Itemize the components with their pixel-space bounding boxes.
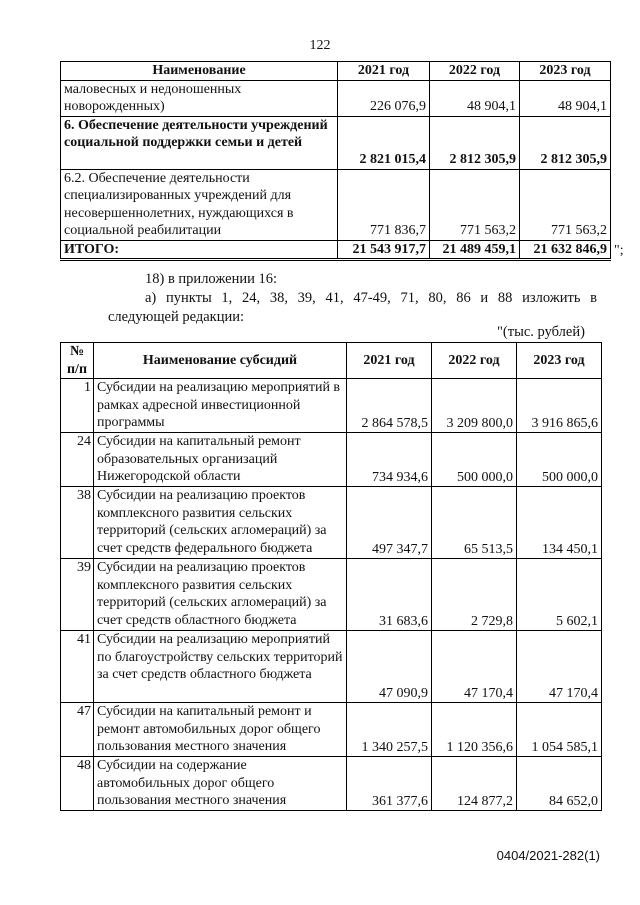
total-2022: 21 489 459,1 — [430, 240, 520, 260]
row-value-2021: 497 347,7 — [347, 487, 432, 559]
header-number: № п/п — [61, 343, 94, 379]
item-18-text: 18) в приложении 16: — [145, 271, 278, 287]
row-value-2022: 2 812 305,9 — [430, 116, 520, 169]
row-value-2021: 2 821 015,4 — [338, 116, 430, 169]
row-value-2021: 31 683,6 — [347, 559, 432, 631]
row-name: Субсидии на реализацию мероприятий в рамках адресной инвестиционной программы — [94, 379, 347, 433]
row-value-2022: 3 209 800,0 — [432, 379, 517, 433]
table-row — [61, 80, 611, 116]
header-2022: 2022 год — [432, 343, 517, 379]
header-2023: 2023 год — [517, 343, 602, 379]
row-value-2023: 2 812 305,9 — [520, 116, 611, 169]
row-name: Субсидии на содержание автомобильных дорог общего пользования местного значения — [94, 757, 347, 811]
header-subsidy-name: Наименование субсидий — [94, 343, 347, 379]
row-value-2021: 2 864 578,5 — [347, 379, 432, 433]
table-row — [61, 116, 611, 169]
header-2023: 2023 год — [520, 62, 611, 81]
table-row — [61, 631, 602, 703]
row-value-2021: 771 836,7 — [338, 169, 430, 240]
row-value-2023: 47 170,4 — [517, 631, 602, 703]
table-header-row — [61, 62, 611, 81]
row-value-2022: 500 000,0 — [432, 433, 517, 487]
header-2022: 2022 год — [430, 62, 520, 81]
row-value-2021: 226 076,9 — [338, 80, 430, 116]
row-value-2022: 47 170,4 — [432, 631, 517, 703]
row-value-2022: 771 563,2 — [430, 169, 520, 240]
row-name: Субсидии на реализацию проектов комплексного развития сельских территорий (сельских агломераций) за счет средств федерального бюджета — [94, 487, 347, 559]
row-name: Субсидии на реализацию проектов комплексного развития сельских территорий (сельских агломераций) за счет средств областного бюджета — [94, 559, 347, 631]
row-name: Субсидии на капитальный ремонт образовательных организаций Нижегородской области — [94, 433, 347, 487]
row-value-2022: 2 729,8 — [432, 559, 517, 631]
row-number: 48 — [61, 757, 94, 811]
subitem-a-text-continued: следующей редакции: — [108, 309, 245, 325]
table-row — [61, 703, 602, 757]
row-number: 24 — [61, 433, 94, 487]
row-value-2021: 1 340 257,5 — [347, 703, 432, 757]
closing-quote-mark: "; — [614, 243, 624, 258]
row-value-2021: 361 377,6 — [347, 757, 432, 811]
row-value-2023: 500 000,0 — [517, 433, 602, 487]
row-value-2023: 84 652,0 — [517, 757, 602, 811]
subitem-a-text: а) пункты 1, 24, 38, 39, 41, 47-49, 71, 80, 86 и 88 изложить в — [145, 290, 597, 306]
subsidies-table — [60, 342, 602, 811]
document-code: 0404/2021-282(1) — [496, 848, 600, 863]
table-row — [61, 559, 602, 631]
row-name: 6. Обеспечение деятельности учреждений социальной поддержки семьи и детей — [61, 116, 338, 169]
row-value-2023: 48 904,1 — [520, 80, 611, 116]
row-value-2023: 134 450,1 — [517, 487, 602, 559]
row-name: Субсидии на капитальный ремонт и ремонт автомобильных дорог общего пользования местного значения — [94, 703, 347, 757]
row-number: 39 — [61, 559, 94, 631]
row-number: 47 — [61, 703, 94, 757]
header-2021: 2021 год — [338, 62, 430, 81]
row-value-2021: 734 934,6 — [347, 433, 432, 487]
total-2021: 21 543 917,7 — [338, 240, 430, 260]
table-header-row — [61, 343, 602, 379]
header-name: Наименование — [61, 62, 338, 81]
table-row — [61, 379, 602, 433]
row-name: Субсидии на реализацию мероприятий по благоустройству сельских территорий за счет средств областного бюджета — [94, 631, 347, 703]
row-number: 41 — [61, 631, 94, 703]
table-row — [61, 757, 602, 811]
page-number: 122 — [309, 38, 331, 53]
row-value-2021: 47 090,9 — [347, 631, 432, 703]
table-row — [61, 487, 602, 559]
row-value-2022: 1 120 356,6 — [432, 703, 517, 757]
table-row — [61, 169, 611, 240]
units-label: "(тыс. рублей) — [497, 324, 585, 340]
row-value-2022: 65 513,5 — [432, 487, 517, 559]
table-row — [61, 433, 602, 487]
total-label: ИТОГО: — [61, 240, 338, 260]
row-name: 6.2. Обеспечение деятельности специализированных учреждений для несовершеннолетних, нуждающихся в социальной реабилитации — [61, 169, 338, 240]
row-value-2023: 771 563,2 — [520, 169, 611, 240]
row-name: маловесных и недоношенных новорожденных) — [61, 80, 338, 116]
row-number: 1 — [61, 379, 94, 433]
total-row — [61, 240, 611, 260]
row-value-2022: 48 904,1 — [430, 80, 520, 116]
header-2021: 2021 год — [347, 343, 432, 379]
expenses-table — [60, 61, 611, 261]
row-number: 38 — [61, 487, 94, 559]
row-value-2023: 1 054 585,1 — [517, 703, 602, 757]
total-2023: 21 632 846,9 — [520, 240, 611, 260]
row-value-2022: 124 877,2 — [432, 757, 517, 811]
row-value-2023: 5 602,1 — [517, 559, 602, 631]
row-value-2023: 3 916 865,6 — [517, 379, 602, 433]
